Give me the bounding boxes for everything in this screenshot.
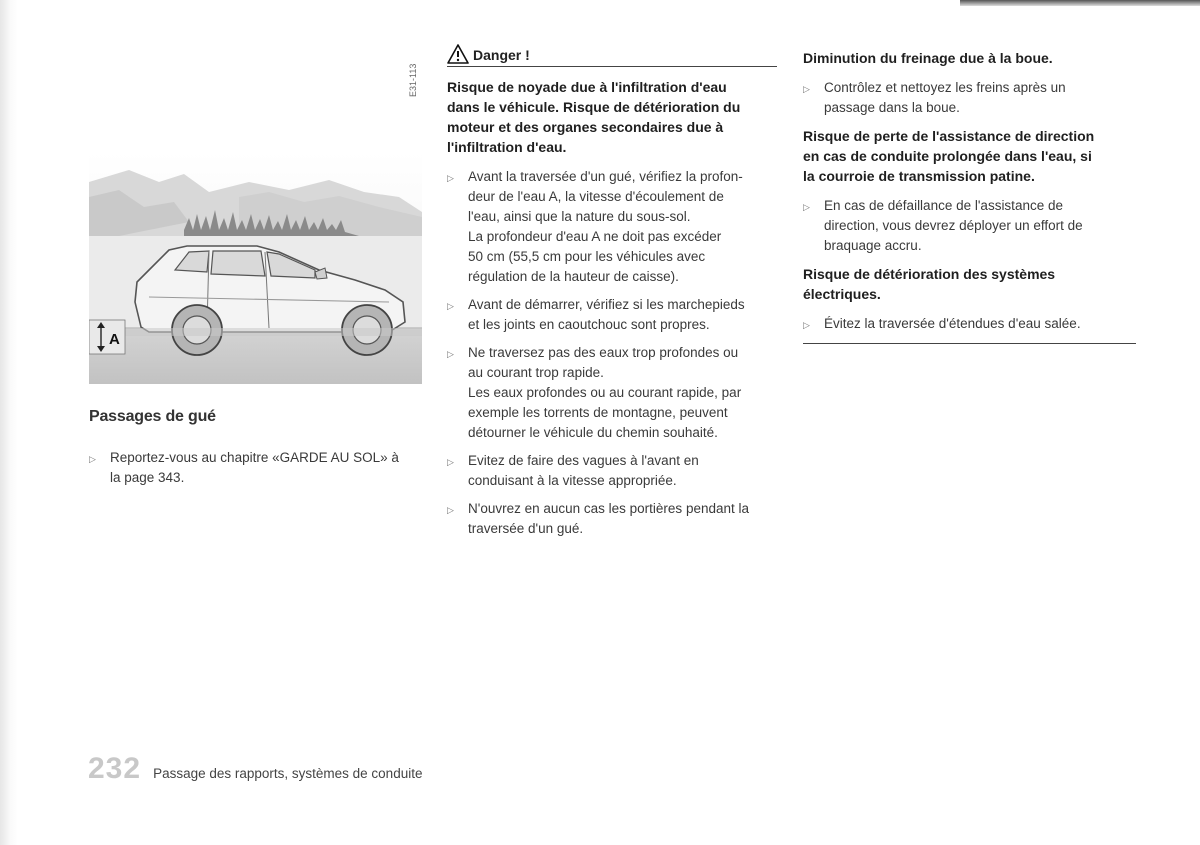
text-line: En cas de défaillance de l'assistance de (824, 198, 1063, 213)
block-heading (803, 126, 1136, 186)
text-line: en cas de conduite prolongée dans l'eau, si (803, 148, 1092, 164)
page-binding-edge (0, 0, 18, 845)
arrow-bullet-icon: ▷ (89, 454, 96, 464)
list-item (803, 196, 1136, 256)
page-footer (88, 752, 422, 786)
list-item (447, 167, 777, 287)
text-line: la courroie de transmission patine. (803, 168, 1035, 184)
danger-end-rule (803, 343, 1136, 344)
text-line: l'infiltration d'eau. (447, 139, 567, 155)
list-item (447, 499, 777, 539)
list-item-text (824, 78, 1066, 118)
danger-label: Danger ! (473, 47, 530, 63)
danger-column (447, 44, 777, 547)
list-item-text (468, 295, 745, 335)
list-item-text (468, 167, 743, 287)
arrow-bullet-icon: ▷ (447, 505, 454, 515)
chapter-title: Passage des rapports, systèmes de conduite (153, 766, 423, 781)
right-column (803, 48, 1136, 344)
text-line: braquage accru. (824, 238, 922, 253)
text-line: Évitez la traversée d'étendues d'eau salée. (824, 316, 1081, 331)
figure-code: E31-113 (408, 63, 418, 97)
text-line: Contrôlez et nettoyez les freins après un (824, 80, 1066, 95)
text-line: La profondeur d'eau A ne doit pas excéder (468, 229, 722, 244)
arrow-bullet-icon: ▷ (447, 457, 454, 467)
text-line: et les joints en caoutchouc sont propres. (468, 317, 710, 332)
block-heading (803, 264, 1136, 304)
depth-label-A: A (109, 331, 120, 348)
text-line: Risque de détérioration des systèmes (803, 266, 1056, 282)
text-line: la page 343. (110, 470, 185, 485)
text-line: l'eau, ainsi que la nature du sous-sol. (468, 209, 691, 224)
text-line: Avant de démarrer, vérifiez si les marchepieds (468, 297, 745, 312)
text-line: Avant la traversée d'un gué, vérifiez la profon- (468, 169, 743, 184)
arrow-bullet-icon: ▷ (803, 320, 810, 330)
text-line: Reportez-vous au chapitre «GARDE AU SOL» à (110, 450, 399, 465)
text-line: N'ouvrez en aucun cas les portières pendant la (468, 501, 749, 516)
left-column (89, 408, 424, 496)
list-item (447, 343, 777, 443)
arrow-bullet-icon: ▷ (803, 202, 810, 212)
text-line: dans le véhicule. Risque de détérioration du (447, 99, 741, 115)
list-item-text (468, 499, 749, 539)
block-heading (803, 48, 1136, 68)
page-number: 232 (88, 752, 142, 785)
list-item-text (110, 448, 399, 488)
list-item (803, 314, 1136, 335)
list-item (447, 295, 777, 335)
text-line: Risque de perte de l'assistance de direction (803, 128, 1095, 144)
text-line: 50 cm (55,5 cm pour les véhicules avec (468, 249, 706, 264)
section-title: Passages de gué (89, 408, 216, 425)
text-line: Risque de noyade due à l'infiltration d'eau (447, 79, 727, 95)
danger-intro (447, 77, 777, 157)
page-top-edge (960, 0, 1200, 6)
list-item (447, 451, 777, 491)
list-item (803, 78, 1136, 118)
text-line: moteur et des organes secondaires due à (447, 119, 724, 135)
text-line: au courant trop rapide. (468, 365, 604, 380)
list-item-text (824, 196, 1083, 256)
text-line: deur de l'eau A, la vitesse d'écoulement de (468, 189, 724, 204)
text-line: traversée d'un gué. (468, 521, 584, 536)
list-item (89, 448, 424, 488)
text-line: passage dans la boue. (824, 100, 960, 115)
text-line: électriques. (803, 286, 881, 302)
suv-fording-drawing (89, 152, 422, 384)
list-item-text (824, 314, 1081, 335)
list-item-text (468, 343, 741, 443)
text-line: Diminution du freinage due à la boue. (803, 50, 1053, 66)
danger-header (447, 44, 777, 67)
text-line: régulation de la hauteur de caisse). (468, 269, 679, 284)
warning-triangle-icon (447, 44, 469, 64)
text-line: Ne traversez pas des eaux trop profondes ou (468, 345, 739, 360)
arrow-bullet-icon: ▷ (447, 349, 454, 359)
text-line: détourner le véhicule du chemin souhaité. (468, 425, 718, 440)
text-line: Les eaux profondes ou au courant rapide, par (468, 385, 742, 400)
text-line: exemple les torrents de montagne, peuvent (468, 405, 728, 420)
arrow-bullet-icon: ▷ (447, 301, 454, 311)
arrow-bullet-icon: ▷ (447, 173, 454, 183)
fording-illustration (89, 152, 422, 384)
list-item-text (468, 451, 699, 491)
text-line: direction, vous devrez déployer un effort de (824, 218, 1083, 233)
text-line: Evitez de faire des vagues à l'avant en (468, 453, 699, 468)
text-line: conduisant à la vitesse appropriée. (468, 473, 677, 488)
arrow-bullet-icon: ▷ (803, 84, 810, 94)
